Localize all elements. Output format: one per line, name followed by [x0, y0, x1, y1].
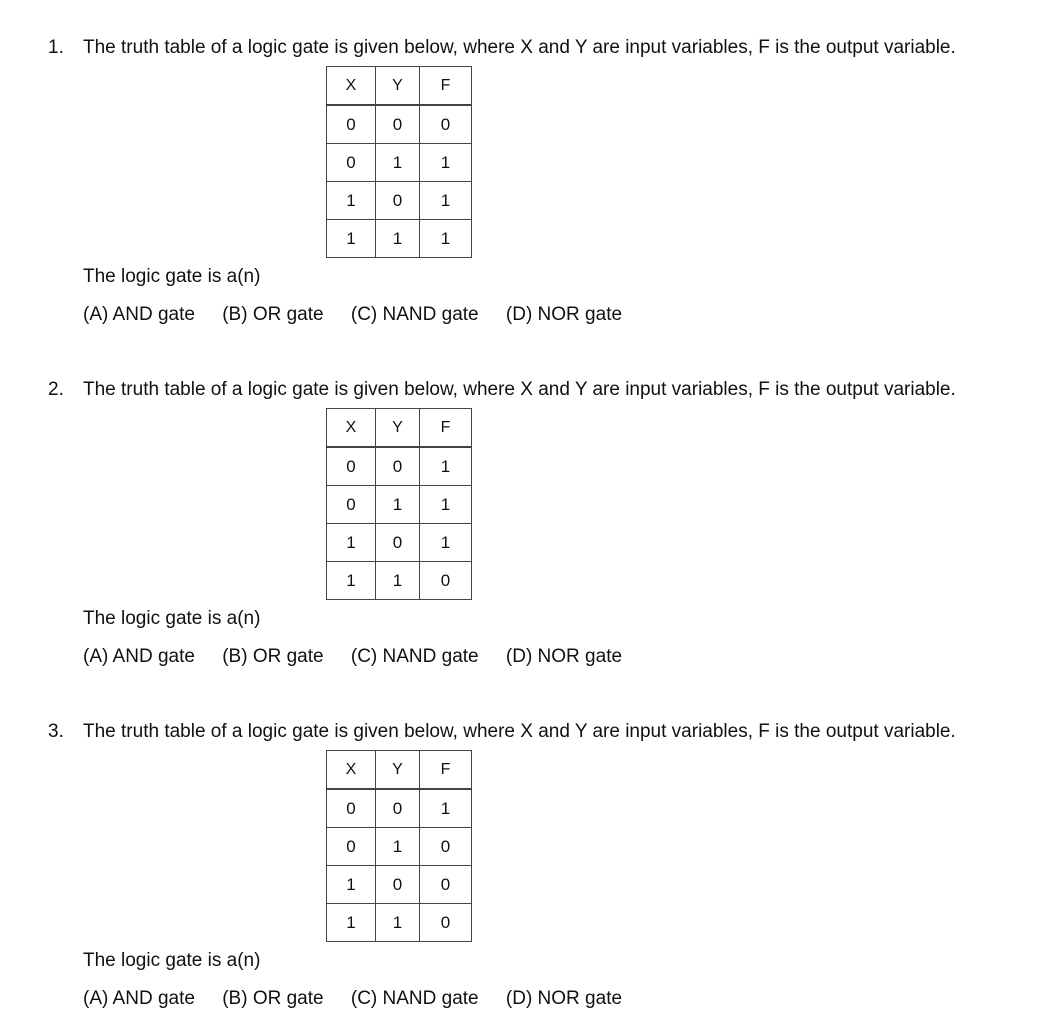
option-a[interactable]: (A) AND gate — [83, 646, 195, 667]
table-row — [327, 524, 472, 562]
option-c[interactable]: (C) NAND gate — [350, 304, 479, 325]
cell-f: 1 — [420, 182, 472, 220]
cell-f: 0 — [420, 866, 472, 904]
table-row — [327, 447, 472, 486]
cell-y: 1 — [376, 144, 420, 182]
question-text: The truth table of a logic gate is given below, where X and Y are input variables, F is the output variable. — [83, 379, 956, 400]
option-b[interactable]: (B) OR gate — [222, 988, 324, 1009]
cell-f: 0 — [420, 828, 472, 866]
cell-f: 0 — [420, 562, 472, 600]
option-d[interactable]: (D) NOR gate — [505, 304, 623, 325]
option-b[interactable]: (B) OR gate — [222, 304, 324, 325]
cell-y: 1 — [376, 904, 420, 942]
cell-x: 0 — [327, 105, 376, 144]
header-y: Y — [376, 67, 420, 106]
header-f: F — [420, 409, 472, 448]
question-stem: The logic gate is a(n) — [83, 608, 261, 629]
question-number: 2. — [48, 379, 64, 400]
header-x: X — [327, 409, 376, 448]
answer-options — [83, 303, 644, 327]
question-prompt — [48, 36, 956, 60]
table-header-row — [327, 751, 472, 790]
question-number: 1. — [48, 37, 64, 58]
table-row — [327, 182, 472, 220]
question-prompt — [48, 720, 956, 744]
answer-options — [83, 645, 644, 669]
cell-y: 0 — [376, 105, 420, 144]
header-f: F — [420, 751, 472, 790]
truth-table — [326, 750, 472, 942]
option-d[interactable]: (D) NOR gate — [505, 646, 623, 667]
table-row — [327, 486, 472, 524]
table-row — [327, 828, 472, 866]
header-x: X — [327, 751, 376, 790]
header-y: Y — [376, 409, 420, 448]
question-prompt — [48, 378, 956, 402]
header-y: Y — [376, 751, 420, 790]
cell-x: 0 — [327, 828, 376, 866]
question-stem: The logic gate is a(n) — [83, 266, 261, 287]
cell-x: 1 — [327, 524, 376, 562]
table-row — [327, 144, 472, 182]
cell-f: 1 — [420, 486, 472, 524]
option-a[interactable]: (A) AND gate — [83, 304, 195, 325]
table-row — [327, 866, 472, 904]
cell-x: 1 — [327, 220, 376, 258]
cell-y: 0 — [376, 447, 420, 486]
header-x: X — [327, 67, 376, 106]
cell-f: 1 — [420, 789, 472, 828]
cell-f: 1 — [420, 447, 472, 486]
table-row — [327, 904, 472, 942]
cell-x: 0 — [327, 486, 376, 524]
cell-x: 1 — [327, 182, 376, 220]
question-stem: The logic gate is a(n) — [83, 950, 261, 971]
truth-table — [326, 66, 472, 258]
question-text: The truth table of a logic gate is given below, where X and Y are input variables, F is the output variable. — [83, 37, 956, 58]
table-row — [327, 789, 472, 828]
cell-x: 0 — [327, 144, 376, 182]
option-d[interactable]: (D) NOR gate — [505, 988, 623, 1009]
question-text: The truth table of a logic gate is given below, where X and Y are input variables, F is the output variable. — [83, 721, 956, 742]
header-f: F — [420, 67, 472, 106]
table-header-row — [327, 409, 472, 448]
table-row — [327, 562, 472, 600]
option-b[interactable]: (B) OR gate — [222, 646, 324, 667]
option-a[interactable]: (A) AND gate — [83, 988, 195, 1009]
table-row — [327, 220, 472, 258]
cell-f: 1 — [420, 524, 472, 562]
answer-options — [83, 987, 644, 1011]
cell-x: 1 — [327, 904, 376, 942]
cell-y: 1 — [376, 562, 420, 600]
cell-f: 1 — [420, 220, 472, 258]
question-number: 3. — [48, 721, 64, 742]
cell-y: 1 — [376, 486, 420, 524]
option-c[interactable]: (C) NAND gate — [350, 988, 479, 1009]
cell-x: 0 — [327, 447, 376, 486]
cell-y: 0 — [376, 182, 420, 220]
cell-f: 0 — [420, 904, 472, 942]
cell-x: 1 — [327, 866, 376, 904]
cell-y: 1 — [376, 828, 420, 866]
cell-f: 1 — [420, 144, 472, 182]
table-row — [327, 105, 472, 144]
cell-y: 0 — [376, 866, 420, 904]
table-header-row — [327, 67, 472, 106]
cell-y: 0 — [376, 789, 420, 828]
cell-f: 0 — [420, 105, 472, 144]
cell-y: 0 — [376, 524, 420, 562]
cell-y: 1 — [376, 220, 420, 258]
option-c[interactable]: (C) NAND gate — [350, 646, 479, 667]
cell-x: 1 — [327, 562, 376, 600]
truth-table — [326, 408, 472, 600]
cell-x: 0 — [327, 789, 376, 828]
